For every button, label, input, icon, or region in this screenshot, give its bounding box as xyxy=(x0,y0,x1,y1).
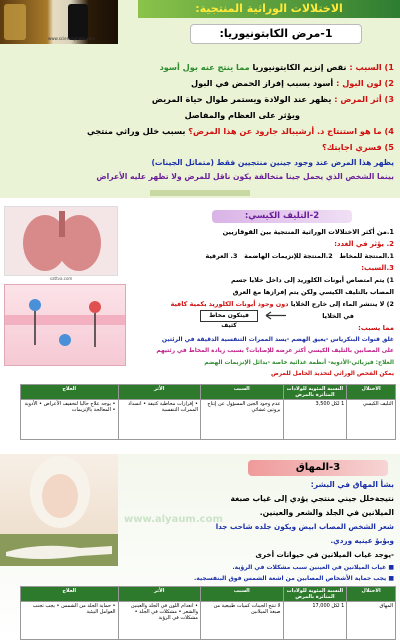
albinism-line-1: نتيجةخلل جيني منتجي يؤدي إلى غياب صبغة xyxy=(230,494,394,503)
cf-glands-list: 1.المنتجة للمخاط 2.المنتجة للإنزيمات الهاضمة 3. العرقية xyxy=(205,252,394,260)
answer-line-2: بينما الشخص الذي يحمل جينا متخالفة يكون ناقل للمرض ولا تظهر عليه الأعراض xyxy=(96,172,394,181)
mucus-box: فيتكون مخاط كثيف xyxy=(200,310,258,322)
albinism-line-5: -يوجد غياب الميلانين في حيوانات أخرى xyxy=(255,550,394,559)
th-rate: النسبة المئوية للولادات المتأثرة بالمرض xyxy=(283,587,347,602)
disease-effect-line: 3) أثر المرض : يظهر عند الولادة ويستمر طوال حياة المريض xyxy=(151,94,394,104)
cause-line: 1) السبب : نقص إنزيم الكابتونيوريا مما ينتج عنه بول أسود xyxy=(159,62,394,72)
disease-effect-line-2: ويؤثر على العظام والمفاصل xyxy=(184,110,300,120)
albinism-intro: بشأ المهاق في البشر: xyxy=(310,480,394,489)
result-2: على المصابين بالتليف الكيسي أكثر عرضه للإصابات؟ بسبب زيادة المخاط في رئتيهم xyxy=(156,348,394,354)
cf-cause-label: 3.السبب: xyxy=(361,264,394,272)
lungs-illustration xyxy=(4,206,118,276)
section1-footer-logo xyxy=(150,190,250,196)
albinism-line-2: الميلانين في الجلد والشعر والعينين. xyxy=(259,508,394,517)
bullet-sun: ■ يجب حماية الأشخاص المصابين من اشعة الشمس فوق البنفسجية. xyxy=(194,575,394,582)
th-treatment: العلاج xyxy=(21,385,119,400)
genetic-test-line: يمكن الفحص الوراثي لتحديد الحامل للمرض xyxy=(270,371,394,377)
albinism-summary-table xyxy=(20,586,396,640)
section-cystic-fibrosis xyxy=(0,200,400,452)
table-row: المهاق 1 لكل 17,000 لا تنتج الجينات كميات طبيعية من صبغة الميلانين • انعدام اللون في الجلد والعينين والشعر • مشكلات في الجلد • مشكلات في الرؤية • حماية الجلد من الشمس • يجب تجنب العوامل البيئية xyxy=(21,602,396,640)
garrod-question: 4) ما هو استنتاج د. أرشيبالد جارود عن هذا المرض؟ بسبب خلل وراثي منتجي xyxy=(86,126,394,136)
lungs-icon xyxy=(5,207,117,275)
th-disorder: الاختلال xyxy=(347,385,396,400)
alligator-icon xyxy=(0,534,118,566)
image-caption: sattva.com xyxy=(50,276,73,281)
answer-line-1: يظهر هذا المرض عند وجود جينين منتجيين فقط (متماثل الجينات) xyxy=(151,158,394,167)
th-rate: النسبة المئوية للولادات المتأثرة بالمرض xyxy=(283,385,347,400)
section3-heading: 3-المهاق xyxy=(248,460,388,476)
th-treatment: العلاج xyxy=(21,587,119,602)
cf-fact-1: 1.من أكثر الاختلالات الوراثية المنتجية بين القوقازيين xyxy=(222,228,394,236)
person-icon xyxy=(0,454,118,534)
albinism-line-3: شعر الشخص المصاب ابيض ويكون جلده شاحب جدا xyxy=(215,522,394,531)
section2-heading: 2-التليف الكيسي: xyxy=(212,210,352,223)
treatment-line: العلاج: فيزيائي-الأدوية- أنظمة غذائية خاصة -بدائل الإنزيمات الهضم xyxy=(204,360,394,366)
albino-alligator-photo xyxy=(0,534,118,566)
cf-cause-1: 1) يتم امتصاص أيونات الكلوريد إلى داخل خلايا جسم xyxy=(231,276,394,284)
chloride-diagram xyxy=(4,284,126,366)
page-title: الاختلالات الوراثية المنتجية: xyxy=(195,2,343,15)
albinism-line-4: وبؤبؤ عينيه وردي. xyxy=(330,536,394,545)
th-disorder: الاختلال xyxy=(347,587,396,602)
watermark: www.alyaum.com xyxy=(124,514,223,525)
th-effect: الأثر xyxy=(118,385,201,400)
cf-cause-2: المصاب بالتليف الكيسي ولكن يتم إفرازها مع العرق xyxy=(232,288,394,296)
result-label: مما يسبب: xyxy=(358,324,394,332)
photo-credit: www.sciencephoto.com xyxy=(48,36,96,41)
section-alkaptonuria xyxy=(0,0,400,198)
cf-summary-table xyxy=(20,384,396,440)
table-row: التليف الكيسي 1 لكل 3,500 عدم وجود الجين المسؤول عن إنتاج بروتين غشائي • إفرازات مخاطية كثيفة • انسداد الممرات التنفسية • يوجه علاج حاليا لتخفيف الأعراض • الأدوية • المعالجة بالإنزيمات xyxy=(21,400,396,440)
th-cause: السبب xyxy=(201,385,284,400)
th-cause: السبب xyxy=(201,587,284,602)
th-effect: الأثر xyxy=(118,587,201,602)
cf-cause-3: 2) لا ينتشر الماء إلى خارج الخلايا دون وجود أيونات الكلوريد بكمية كافية xyxy=(170,300,394,308)
explain-question: 5) فسري اجابتك؟ xyxy=(321,142,394,152)
cf-glands-label: 2. يؤثر في الغدد: xyxy=(334,240,394,248)
result-1: غلق قنوات البنكرياس -يعيق الهضم -يسد الممرات التنفسية الدقيقة في الرئتين xyxy=(161,336,394,343)
page-title-banner xyxy=(138,0,400,18)
section1-heading: 1-مرض الكابتونيوريا: xyxy=(190,24,362,44)
cf-cause-4: في الخلايا xyxy=(322,312,354,320)
bullet-vision: ■ غياب الميلانين في العينين سبب مشكلات في الرؤية. xyxy=(232,564,394,571)
urine-color-line: 2) لون البول : أسود بسبب إفراز الحمض في البول xyxy=(191,78,394,88)
section-albinism xyxy=(0,454,400,640)
albino-person-photo xyxy=(0,454,118,534)
cell-membrane-icon xyxy=(5,285,125,365)
arrow-left-icon xyxy=(260,311,286,320)
